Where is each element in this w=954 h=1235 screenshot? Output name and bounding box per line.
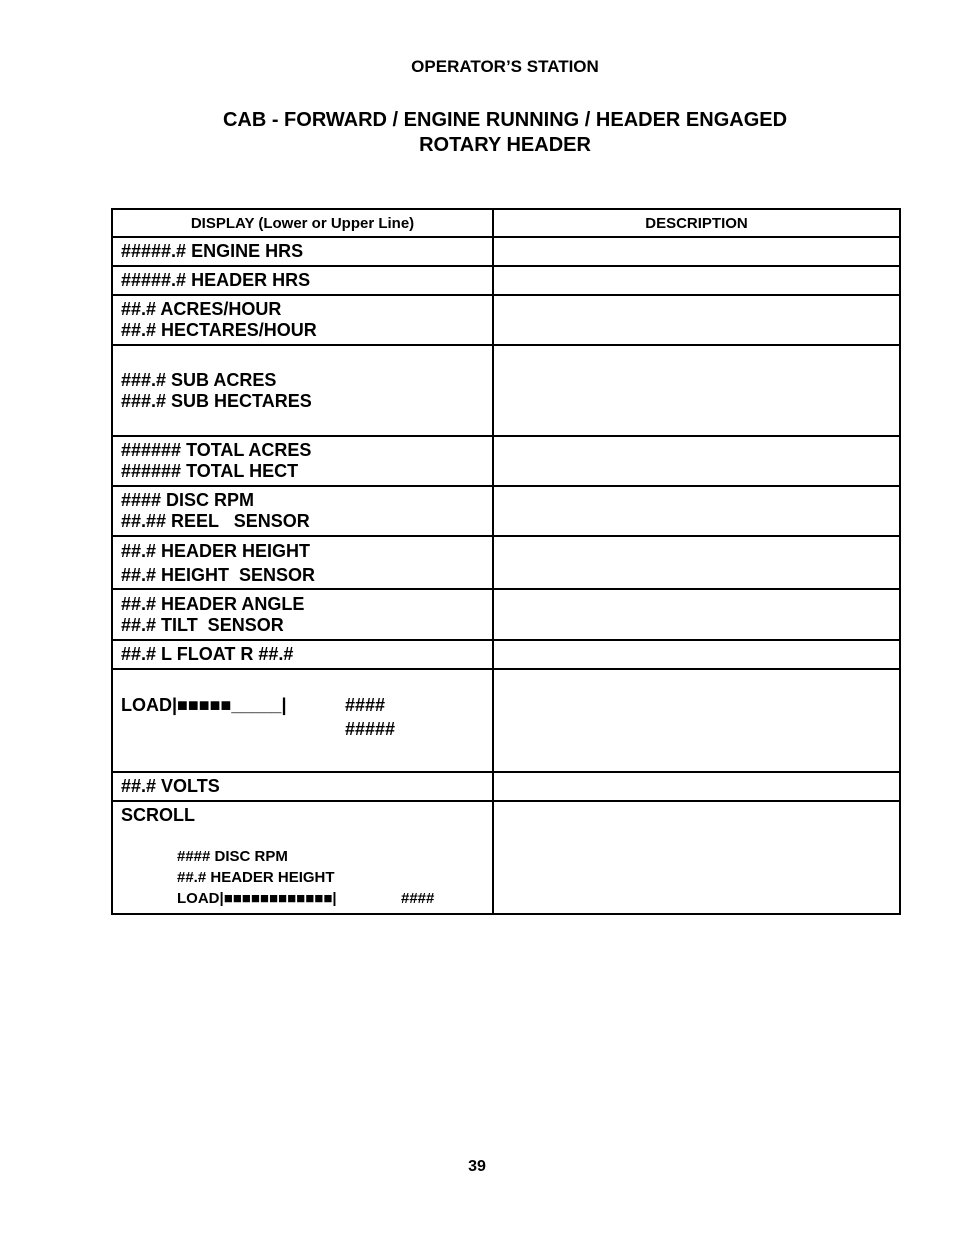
table-row	[112, 266, 900, 295]
display-table	[111, 208, 901, 915]
load-value: #####	[345, 718, 396, 739]
table-row	[112, 486, 900, 536]
description-cell	[493, 237, 900, 266]
scroll-label: SCROLL	[121, 805, 195, 825]
scroll-item: #### DISC RPM	[177, 848, 288, 865]
column-header-display: DISPLAY (Lower or Upper Line)	[112, 209, 493, 237]
display-line: ##.# HEIGHT SENSOR	[121, 564, 316, 585]
load-value: ####	[345, 694, 386, 715]
table-row	[112, 436, 900, 486]
display-cell	[112, 669, 493, 772]
table-row	[112, 772, 900, 801]
display-cell	[112, 237, 493, 266]
display-line: ##.# HEADER ANGLE	[121, 593, 305, 614]
display-cell	[112, 640, 493, 669]
description-cell	[493, 266, 900, 295]
display-line: ###### TOTAL HECT	[121, 461, 299, 481]
display-line: ##.# L FLOAT R ##.#	[121, 644, 294, 664]
display-line: #####.# HEADER HRS	[121, 270, 311, 290]
display-line: ###.# SUB ACRES	[121, 369, 277, 390]
description-cell	[493, 486, 900, 536]
page-title-line-2: ROTARY HEADER	[419, 134, 591, 156]
description-cell	[493, 669, 900, 772]
description-cell	[493, 640, 900, 669]
display-cell	[112, 536, 493, 589]
display-cell	[112, 266, 493, 295]
display-line: ##.# HEADER HEIGHT	[121, 540, 311, 561]
display-cell	[112, 589, 493, 640]
description-cell	[493, 772, 900, 801]
description-cell	[493, 536, 900, 589]
description-cell	[493, 345, 900, 436]
display-line: ##.# TILT SENSOR	[121, 614, 284, 635]
description-cell	[493, 436, 900, 486]
table-header-row	[112, 209, 900, 237]
table-row	[112, 345, 900, 436]
section-heading: OPERATOR’S STATION	[411, 57, 599, 76]
scroll-load-value: ####	[401, 890, 435, 907]
description-cell	[493, 295, 900, 345]
display-line: ##.# VOLTS	[121, 776, 220, 796]
load-bar: LOAD|■■■■■_____|	[121, 694, 287, 715]
table-row	[112, 295, 900, 345]
description-cell	[493, 801, 900, 914]
display-cell	[112, 295, 493, 345]
display-line: ##.# ACRES/HOUR	[121, 299, 282, 319]
display-line: ##.# HECTARES/HOUR	[121, 320, 317, 340]
page-title-line-1: CAB - FORWARD / ENGINE RUNNING / HEADER ENGAGED	[222, 109, 788, 131]
table-row	[112, 640, 900, 669]
display-cell	[112, 486, 493, 536]
scroll-item: ##.# HEADER HEIGHT	[177, 869, 335, 886]
display-line: ###.# SUB HECTARES	[121, 390, 312, 411]
column-header-description: DESCRIPTION	[493, 209, 900, 237]
scroll-load-bar: LOAD|■■■■■■■■■■■■|	[177, 890, 337, 907]
display-line: #### DISC RPM	[121, 490, 255, 510]
description-cell	[493, 589, 900, 640]
display-cell	[112, 772, 493, 801]
page-number: 39	[468, 1158, 486, 1175]
table-row	[112, 669, 900, 772]
display-cell	[112, 801, 493, 914]
table-row	[112, 536, 900, 589]
display-line: #####.# ENGINE HRS	[121, 241, 304, 261]
table-row	[112, 237, 900, 266]
table-row	[112, 801, 900, 914]
display-cell	[112, 436, 493, 486]
display-line: ##.## REEL SENSOR	[121, 511, 310, 531]
display-line: ###### TOTAL ACRES	[121, 440, 312, 460]
table-row	[112, 589, 900, 640]
display-cell	[112, 345, 493, 436]
